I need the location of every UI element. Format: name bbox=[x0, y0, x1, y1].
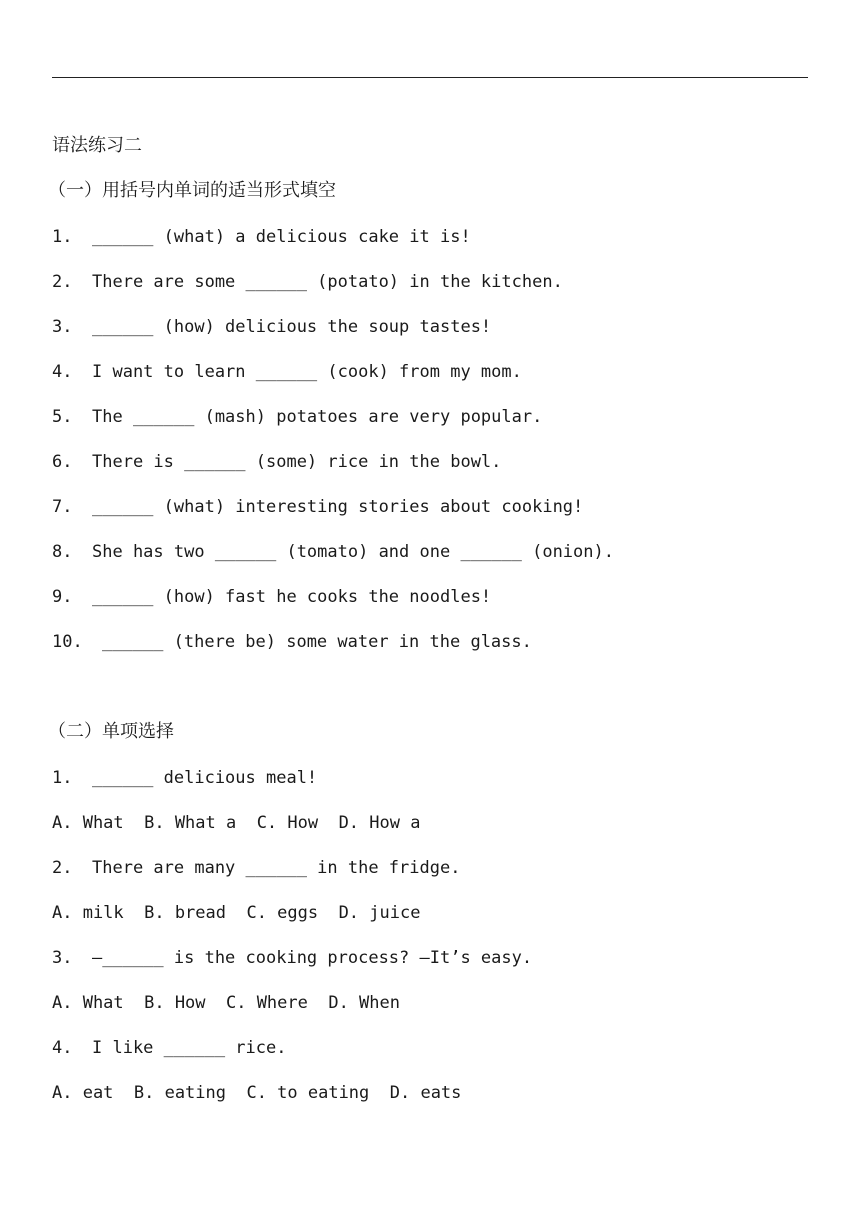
item-text: ______ (what) a delicious cake it is! bbox=[92, 227, 471, 247]
item-text: ______ (what) interesting stories about cooking! bbox=[92, 497, 584, 517]
item-number: 5. bbox=[52, 407, 73, 427]
choice-question-3 bbox=[52, 946, 532, 970]
document-title: 语法练习二 bbox=[52, 135, 142, 156]
question-number: 4. bbox=[52, 1038, 73, 1058]
question-text: I like ______ rice. bbox=[92, 1038, 287, 1058]
fill-item-1 bbox=[52, 225, 471, 249]
choice-question-4 bbox=[52, 1036, 286, 1060]
item-text: The ______ (mash) potatoes are very popular. bbox=[92, 407, 543, 427]
item-text: ______ (how) delicious the soup tastes! bbox=[92, 317, 492, 337]
item-text: There is ______ (some) rice in the bowl. bbox=[92, 452, 502, 472]
question-text: ______ delicious meal! bbox=[92, 768, 318, 788]
fill-item-2 bbox=[52, 270, 563, 294]
header-rule bbox=[52, 77, 808, 78]
item-number: 1. bbox=[52, 227, 73, 247]
fill-item-6 bbox=[52, 450, 501, 474]
fill-item-5 bbox=[52, 405, 542, 429]
item-text: There are some ______ (potato) in the kitchen. bbox=[92, 272, 563, 292]
fill-item-3 bbox=[52, 315, 491, 339]
part1-heading: （一）用括号内单词的适当形式填空 bbox=[48, 180, 336, 201]
fill-item-9 bbox=[52, 585, 491, 609]
item-number: 9. bbox=[52, 587, 73, 607]
item-number: 4. bbox=[52, 362, 73, 382]
choice-options-1: A. What B. What a C. How D. How a bbox=[52, 813, 421, 833]
fill-item-7 bbox=[52, 495, 583, 519]
item-number: 3. bbox=[52, 317, 73, 337]
item-number: 2. bbox=[52, 272, 73, 292]
question-text: —______ is the cooking process? —It’s easy. bbox=[92, 948, 533, 968]
choice-question-1 bbox=[52, 766, 317, 790]
item-number: 10. bbox=[52, 632, 83, 652]
choice-options-2: A. milk B. bread C. eggs D. juice bbox=[52, 903, 421, 923]
item-text: ______ (how) fast he cooks the noodles! bbox=[92, 587, 492, 607]
item-number: 6. bbox=[52, 452, 73, 472]
choice-options-4: A. eat B. eating C. to eating D. eats bbox=[52, 1083, 462, 1103]
item-number: 7. bbox=[52, 497, 73, 517]
question-number: 3. bbox=[52, 948, 73, 968]
fill-item-8 bbox=[52, 540, 614, 564]
item-text: ______ (there be) some water in the glass. bbox=[102, 632, 532, 652]
choice-question-2 bbox=[52, 856, 460, 880]
choice-options-3: A. What B. How C. Where D. When bbox=[52, 993, 400, 1013]
item-number: 8. bbox=[52, 542, 73, 562]
question-number: 1. bbox=[52, 768, 73, 788]
fill-item-10 bbox=[52, 630, 532, 654]
part2-heading: （二）单项选择 bbox=[48, 721, 174, 742]
question-number: 2. bbox=[52, 858, 73, 878]
item-text: She has two ______ (tomato) and one ______ (onion). bbox=[92, 542, 614, 562]
item-text: I want to learn ______ (cook) from my mom. bbox=[92, 362, 522, 382]
question-text: There are many ______ in the fridge. bbox=[92, 858, 461, 878]
fill-item-4 bbox=[52, 360, 522, 384]
